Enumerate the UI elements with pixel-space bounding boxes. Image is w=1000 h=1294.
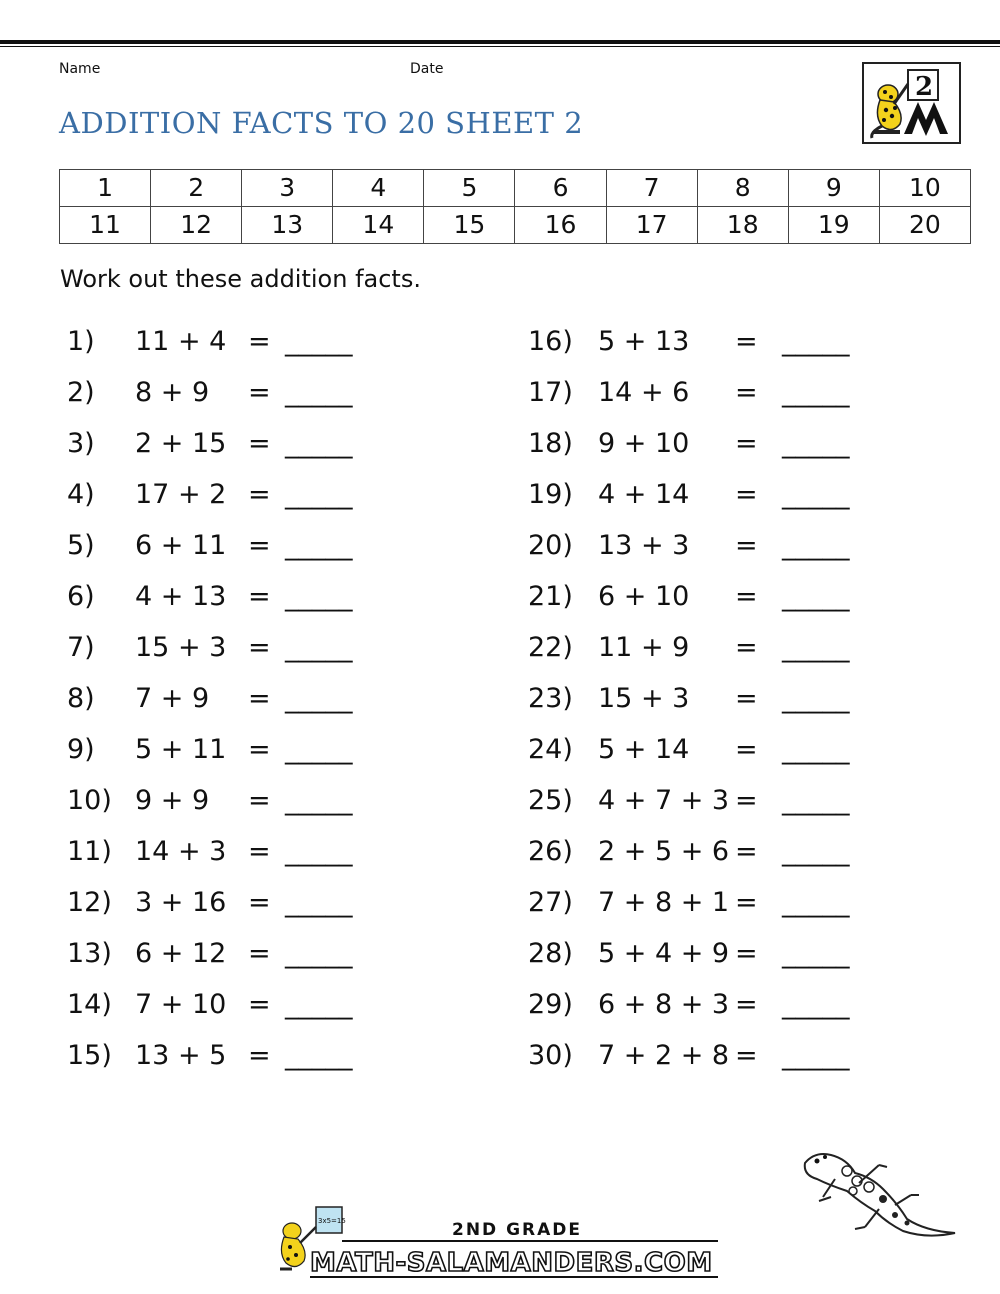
question-number: 28)	[528, 938, 573, 969]
name-label: Name	[59, 61, 101, 77]
question-expression: 6 + 10	[598, 581, 690, 612]
answer-blank[interactable]: _____	[782, 836, 850, 867]
answer-blank[interactable]: _____	[285, 887, 353, 918]
question-number: 29)	[528, 989, 573, 1020]
answer-blank[interactable]: _____	[285, 938, 353, 969]
equals-sign: =	[248, 734, 271, 765]
answer-blank[interactable]: _____	[782, 377, 850, 408]
table-cell: 10	[879, 170, 970, 207]
table-cell: 8	[697, 170, 788, 207]
table-cell: 12	[151, 207, 242, 244]
table-cell: 3	[242, 170, 333, 207]
question-expression: 6 + 11	[135, 530, 227, 561]
table-cell: 1	[60, 170, 151, 207]
answer-blank[interactable]: _____	[285, 836, 353, 867]
question-number: 20)	[528, 530, 573, 561]
question-expression: 4 + 13	[135, 581, 227, 612]
table-row	[60, 170, 971, 207]
equals-sign: =	[248, 581, 271, 612]
question-expression: 7 + 2 + 8	[598, 1040, 730, 1071]
table-cell: 4	[333, 170, 424, 207]
answer-blank[interactable]: _____	[782, 428, 850, 459]
answer-blank[interactable]: _____	[285, 683, 353, 714]
answer-blank[interactable]: _____	[782, 530, 850, 561]
question-expression: 7 + 8 + 1	[598, 887, 730, 918]
question-number: 30)	[528, 1040, 573, 1071]
grade-badge: 2	[915, 72, 934, 102]
footer-grade-text: 2ND GRADE	[452, 1220, 583, 1240]
question-number: 14)	[67, 989, 112, 1020]
equals-sign: =	[735, 428, 758, 459]
question-number: 21)	[528, 581, 573, 612]
question-expression: 5 + 13	[598, 326, 690, 357]
equals-sign: =	[248, 836, 271, 867]
question-number: 7)	[67, 632, 95, 663]
math-salamanders-logo-icon	[270, 1205, 730, 1285]
question-number: 12)	[67, 887, 112, 918]
question-number: 26)	[528, 836, 573, 867]
question-expression: 2 + 15	[135, 428, 227, 459]
answer-blank[interactable]: _____	[285, 734, 353, 765]
question-number: 17)	[528, 377, 573, 408]
question-expression: 6 + 12	[135, 938, 227, 969]
equals-sign: =	[735, 785, 758, 816]
question-number: 5)	[67, 530, 95, 561]
top-rule-thin	[0, 46, 1000, 47]
number-reference-table	[59, 169, 971, 244]
question-expression: 11 + 9	[598, 632, 690, 663]
question-number: 25)	[528, 785, 573, 816]
question-number: 19)	[528, 479, 573, 510]
question-expression: 9 + 9	[135, 785, 210, 816]
equals-sign: =	[735, 887, 758, 918]
answer-blank[interactable]: _____	[782, 785, 850, 816]
answer-blank[interactable]: _____	[782, 734, 850, 765]
equals-sign: =	[248, 530, 271, 561]
question-number: 15)	[67, 1040, 112, 1071]
table-cell: 17	[606, 207, 697, 244]
page-title: ADDITION FACTS TO 20 SHEET 2	[59, 106, 584, 140]
table-cell: 19	[788, 207, 879, 244]
answer-blank[interactable]: _____	[285, 785, 353, 816]
question-number: 1)	[67, 326, 95, 357]
question-number: 4)	[67, 479, 95, 510]
answer-blank[interactable]: _____	[782, 989, 850, 1020]
answer-blank[interactable]: _____	[285, 581, 353, 612]
equals-sign: =	[735, 1040, 758, 1071]
answer-blank[interactable]: _____	[782, 938, 850, 969]
question-number: 8)	[67, 683, 95, 714]
instructions: Work out these addition facts.	[60, 265, 421, 293]
question-number: 3)	[67, 428, 95, 459]
equals-sign: =	[735, 683, 758, 714]
answer-blank[interactable]: _____	[285, 989, 353, 1020]
table-cell: 6	[515, 170, 606, 207]
equals-sign: =	[735, 377, 758, 408]
equals-sign: =	[735, 632, 758, 663]
top-rule	[0, 40, 1000, 44]
footer-site-text: MATH-SALAMANDERS.COM	[310, 1248, 713, 1278]
answer-blank[interactable]: _____	[285, 479, 353, 510]
table-cell: 20	[879, 207, 970, 244]
equals-sign: =	[735, 326, 758, 357]
equals-sign: =	[248, 1040, 271, 1071]
answer-blank[interactable]: _____	[782, 479, 850, 510]
question-expression: 4 + 14	[598, 479, 690, 510]
answer-blank[interactable]: _____	[782, 683, 850, 714]
question-number: 9)	[67, 734, 95, 765]
equals-sign: =	[735, 734, 758, 765]
question-expression: 4 + 7 + 3	[598, 785, 730, 816]
equals-sign: =	[248, 479, 271, 510]
date-label: Date	[410, 61, 444, 77]
question-number: 24)	[528, 734, 573, 765]
table-cell: 15	[424, 207, 515, 244]
question-expression: 17 + 2	[135, 479, 227, 510]
question-expression: 8 + 9	[135, 377, 210, 408]
question-expression: 7 + 10	[135, 989, 227, 1020]
question-number: 18)	[528, 428, 573, 459]
question-number: 22)	[528, 632, 573, 663]
footer-board-text: 3x5=15	[318, 1217, 346, 1225]
question-expression: 6 + 8 + 3	[598, 989, 730, 1020]
equals-sign: =	[735, 836, 758, 867]
question-expression: 14 + 3	[135, 836, 227, 867]
question-expression: 3 + 16	[135, 887, 227, 918]
equals-sign: =	[248, 887, 271, 918]
salamander-grade-2-logo-icon	[862, 62, 961, 144]
answer-blank[interactable]: _____	[285, 428, 353, 459]
question-number: 27)	[528, 887, 573, 918]
question-number: 2)	[67, 377, 95, 408]
table-row	[60, 207, 971, 244]
table-cell: 5	[424, 170, 515, 207]
table-cell: 11	[60, 207, 151, 244]
equals-sign: =	[248, 428, 271, 459]
question-expression: 5 + 14	[598, 734, 690, 765]
question-number: 6)	[67, 581, 95, 612]
answer-blank[interactable]: _____	[782, 326, 850, 357]
question-expression: 7 + 9	[135, 683, 210, 714]
answer-blank[interactable]: _____	[782, 632, 850, 663]
question-expression: 5 + 4 + 9	[598, 938, 730, 969]
table-cell: 14	[333, 207, 424, 244]
question-expression: 5 + 11	[135, 734, 227, 765]
question-expression: 9 + 10	[598, 428, 690, 459]
question-number: 11)	[67, 836, 112, 867]
answer-blank[interactable]: _____	[285, 632, 353, 663]
question-number: 13)	[67, 938, 112, 969]
answer-blank[interactable]: _____	[782, 1040, 850, 1071]
equals-sign: =	[248, 989, 271, 1020]
equals-sign: =	[248, 785, 271, 816]
salamander-icon	[795, 1145, 965, 1245]
equals-sign: =	[735, 530, 758, 561]
question-expression: 14 + 6	[598, 377, 690, 408]
question-expression: 15 + 3	[135, 632, 227, 663]
answer-blank[interactable]: _____	[285, 326, 353, 357]
equals-sign: =	[735, 581, 758, 612]
question-expression: 11 + 4	[135, 326, 227, 357]
question-number: 16)	[528, 326, 573, 357]
question-expression: 2 + 5 + 6	[598, 836, 730, 867]
question-number: 23)	[528, 683, 573, 714]
table-cell: 2	[151, 170, 242, 207]
question-expression: 13 + 3	[598, 530, 690, 561]
equals-sign: =	[248, 632, 271, 663]
question-expression: 15 + 3	[598, 683, 690, 714]
question-expression: 13 + 5	[135, 1040, 227, 1071]
equals-sign: =	[735, 989, 758, 1020]
table-cell: 7	[606, 170, 697, 207]
answer-blank[interactable]: _____	[285, 377, 353, 408]
equals-sign: =	[248, 938, 271, 969]
table-cell: 18	[697, 207, 788, 244]
answer-blank[interactable]: _____	[285, 1040, 353, 1071]
question-number: 10)	[67, 785, 112, 816]
table-cell: 16	[515, 207, 606, 244]
table-cell: 9	[788, 170, 879, 207]
equals-sign: =	[735, 938, 758, 969]
answer-blank[interactable]: _____	[782, 581, 850, 612]
equals-sign: =	[248, 326, 271, 357]
equals-sign: =	[248, 377, 271, 408]
equals-sign: =	[735, 479, 758, 510]
answer-blank[interactable]: _____	[285, 530, 353, 561]
answer-blank[interactable]: _____	[782, 887, 850, 918]
table-cell: 13	[242, 207, 333, 244]
equals-sign: =	[248, 683, 271, 714]
